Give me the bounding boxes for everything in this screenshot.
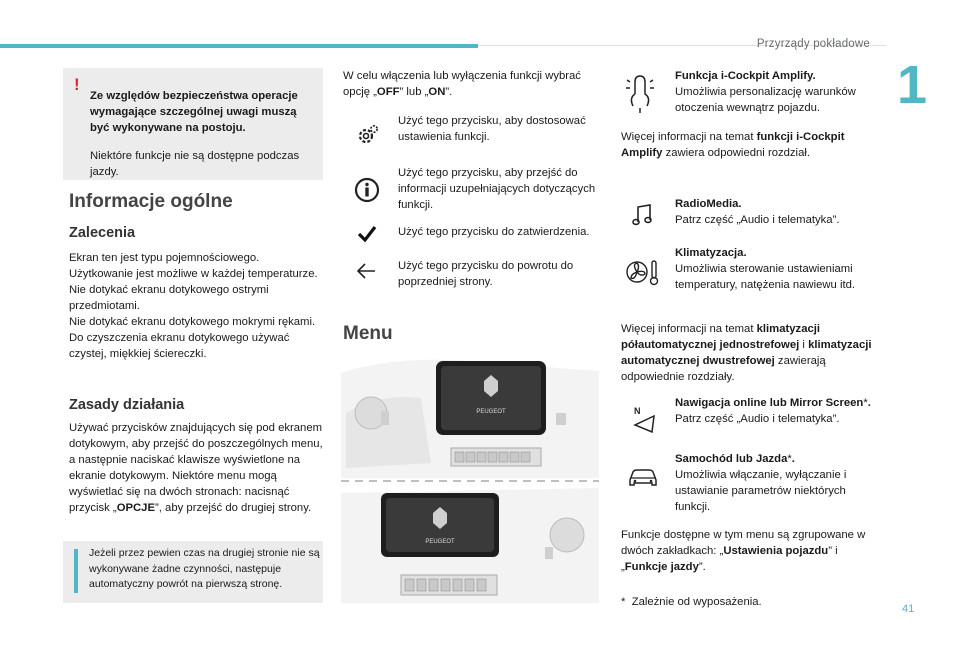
climate-more-info — [621, 321, 875, 385]
radio-description — [675, 196, 875, 228]
touchscreen-illustration — [341, 353, 599, 603]
intro-text-end: ”. — [445, 86, 453, 98]
checkmark-icon — [357, 224, 377, 244]
climate-more-bold-2: klimatyzacji automatycznej dwustrefowej — [621, 339, 872, 367]
navigation-text: Patrz część „Audio i telematyka”. — [675, 413, 840, 425]
climate-description — [675, 245, 875, 293]
brand-label-bottom: PEUGEOT — [425, 539, 455, 545]
climate-more-bold-1: klimatyzacji półautomatycznej jednostrefowej — [621, 323, 821, 351]
navigation-description — [675, 395, 875, 427]
car-star: * — [787, 453, 792, 465]
amplify-more-end: zawiera odpowiedni rozdział. — [662, 147, 811, 159]
tab-driving-functions-label: Funkcje jazdy — [624, 561, 699, 573]
menu-title: Menu — [343, 323, 393, 344]
on-label: ON — [428, 86, 446, 98]
tabs-text-end: ”. — [698, 561, 706, 573]
music-note-icon — [632, 203, 652, 227]
climate-more-text: Więcej informacji na temat — [621, 323, 757, 335]
radio-title: RadioMedia. — [675, 198, 742, 210]
subtitle-recommendations: Zalecenia — [69, 225, 136, 241]
amplify-more-text: Więcej informacji na temat — [621, 131, 757, 143]
button-desc-confirm: Użyć tego przycisku do zatwierdzenia. — [398, 226, 590, 238]
warning-normal-text: Niektóre funkcje nie są dostępne podczas jazdy. — [90, 149, 300, 178]
button-desc-settings: Użyć tego przycisku, aby dostosować ustawienia funkcji. — [398, 115, 586, 143]
recommendation-item: Ekran ten jest typu pojemnościowego. — [69, 252, 260, 264]
climate-more-end: zawierają odpowiednie rozdziały. — [621, 355, 826, 383]
recommendation-item: Nie dotykać ekranu dotykowego mokrymi rękami. — [69, 316, 316, 328]
tabs-text: Funkcje dostępne w tym menu są zgrupowane w dwóch zakładkach: „ — [621, 529, 866, 557]
car-description — [675, 451, 875, 515]
navigation-star: * — [863, 397, 868, 409]
principles-text: Używać przycisków znajdujących się pod ekranem dotykowym, aby przejść do poszczególnych menu, a następnie naciskać klawisze wyświetlone na ekranie dotykowym. Niektóre menu mogą wyświetlać się na dwóch stronach: nacisnąć przycisk „ — [69, 422, 323, 514]
info-note-box — [63, 541, 323, 603]
button-desc-info: Użyć tego przycisku, aby przejść do informacji uzupełniających dotyczących funkcji. — [398, 167, 596, 211]
on-off-intro — [343, 68, 593, 100]
climate-more-mid: i — [799, 339, 809, 351]
info-note-text: Jeżeli przez pewien czas na drugiej stronie nie są wykonywane żadne czynności, następuje automatyczny powrót na pierwszą stronę. — [89, 547, 320, 590]
car-title: Samochód lub Jazda — [675, 453, 788, 465]
navigation-title: Nawigacja online lub Mirror Screen — [675, 397, 864, 409]
chapter-number: 1 — [897, 55, 928, 115]
car-dot: . — [791, 453, 795, 465]
warning-bold-text: Ze względów bezpieczeństwa operacje wymagające szczególnej uwagi muszą być wykonywane na postoju. — [90, 90, 298, 135]
recommendation-item: Użytkowanie jest możliwe w każdej temperaturze. — [69, 268, 318, 280]
climate-fan-icon — [626, 258, 660, 286]
amplify-more-info — [621, 129, 875, 161]
warning-exclamation-icon: ! — [74, 75, 80, 94]
car-text: Umożliwia włączanie, wyłączanie i ustawianie parametrów niektórych funkcji. — [675, 469, 847, 513]
amplify-text: Umożliwia personalizację warunków otoczenia wewnątrz pojazdu. — [675, 86, 856, 114]
subtitle-principles: Zasady działania — [69, 397, 185, 413]
safety-warning-box — [63, 68, 323, 180]
climate-text: Umożliwia sterowanie ustawieniami temperatury, natężenia nawiewu itd. — [675, 263, 856, 291]
climate-title: Klimatyzacja. — [675, 247, 747, 259]
recommendation-item: Nie dotykać ekranu dotykowego ostrymi przedmiotami. — [69, 284, 269, 312]
section-header-title: Przyrządy pokładowe — [756, 38, 870, 50]
recommendations-list — [69, 250, 323, 362]
recommendation-item: Do czyszczenia ekranu dotykowego używać czystej, miękkiej ściereczki. — [69, 332, 290, 360]
navigation-dot: . — [867, 397, 871, 409]
navigation-arrow-icon — [632, 405, 656, 433]
amplify-title: Funkcja i-Cockpit Amplify. — [675, 70, 816, 82]
intro-text-mid: ” lub „ — [399, 86, 429, 98]
info-marker-icon — [74, 549, 78, 593]
settings-gear-icon — [355, 122, 381, 148]
tabs-text-mid: ” i „ — [621, 545, 838, 573]
i-cockpit-amplify-icon — [625, 74, 655, 114]
amplify-more-bold: funkcji i-Cockpit Amplify — [621, 131, 845, 159]
amplify-description — [675, 68, 875, 116]
warning-text — [90, 77, 315, 191]
footnote-star: * — [621, 596, 626, 608]
page-number: 41 — [902, 603, 915, 615]
menu-tabs-info — [621, 527, 875, 575]
header-accent-bar — [0, 44, 478, 48]
footnote — [621, 594, 875, 610]
options-button-label: OPCJE — [116, 502, 156, 514]
off-label: OFF — [376, 86, 400, 98]
principles-text-end: ”, aby przejść do drugiej strony. — [155, 502, 312, 514]
section-title-general: Informacje ogólne — [69, 191, 233, 212]
brand-label-top: PEUGEOT — [476, 409, 506, 415]
principles-paragraph — [69, 420, 323, 516]
info-icon — [354, 177, 380, 203]
radio-text: Patrz część „Audio i telematyka”. — [675, 214, 840, 226]
back-arrow-icon — [355, 262, 377, 280]
svg-text:N: N — [634, 406, 641, 416]
button-desc-back: Użyć tego przycisku do powrotu do poprzedniej strony. — [398, 260, 574, 288]
footnote-text: Zależnie od wyposażenia. — [631, 596, 762, 608]
intro-text: W celu włączenia lub wyłączenia funkcji wybrać opcję „ — [343, 70, 581, 98]
tab-vehicle-settings-label: Ustawienia pojazdu — [723, 545, 829, 557]
car-icon — [627, 466, 659, 488]
